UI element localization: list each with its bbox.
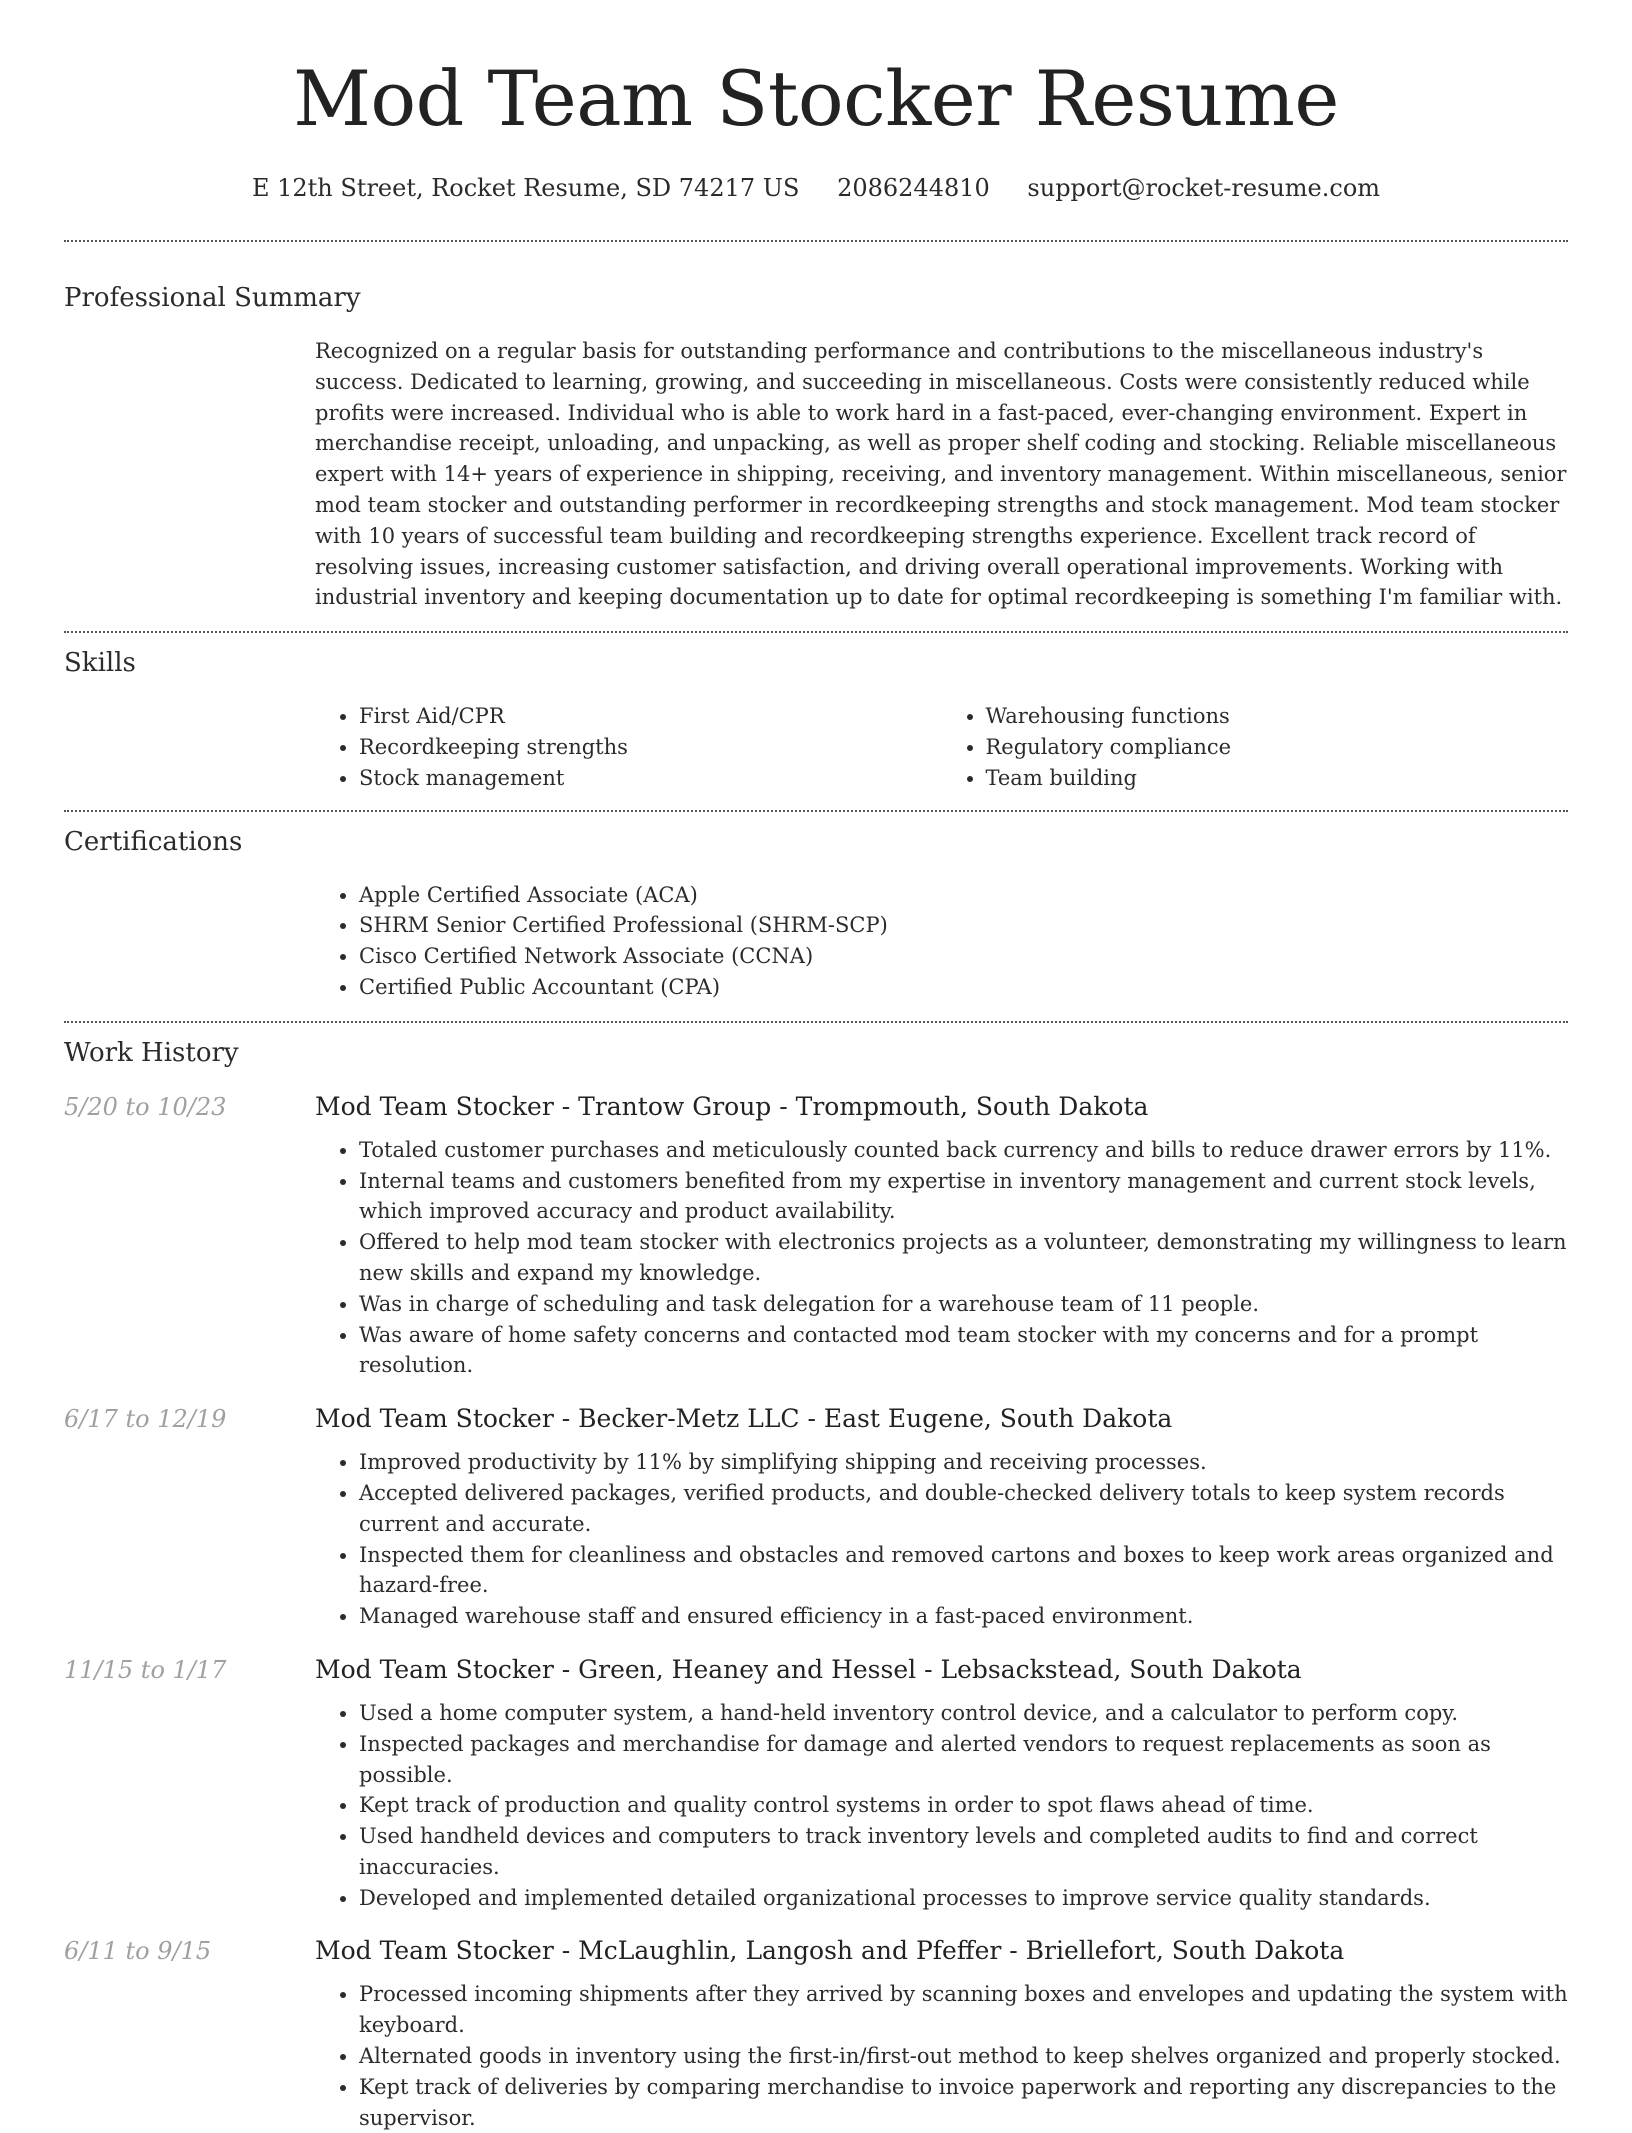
job-heading: Mod Team Stocker - Becker-Metz LLC - East Eugene, South Dakota [315, 1404, 1173, 1434]
certifications-list [315, 880, 1568, 1003]
skill-item: • Team building [986, 763, 1569, 794]
section-divider [64, 240, 1568, 242]
job-entry [64, 1652, 1568, 1914]
summary-section [64, 280, 1568, 613]
skill-item: • Warehousing functions [986, 701, 1569, 732]
work-history-section [64, 1035, 1568, 2133]
certifications-bullets [315, 880, 1568, 1003]
skills-heading: Skills [64, 648, 136, 679]
job-bullet: • Improved productivity by 11% by simplifying shipping and receiving processes. [359, 1447, 1568, 1478]
job-bullet: • Internal teams and customers benefited from my expertise in inventory management and current stock levels, which improved accuracy and product availability. [359, 1166, 1568, 1228]
certifications-section [64, 824, 1568, 1003]
skill-item: • Recordkeeping strengths [359, 732, 942, 763]
job-dates: 6/11 to 9/15 [64, 1937, 212, 1966]
summary-heading: Professional Summary [64, 283, 361, 313]
job-bullet: • Totaled customer purchases and meticulously counted back currency and bills to reduce drawer errors by 11%. [359, 1135, 1568, 1166]
certification-item: • Apple Certified Associate (ACA) [359, 880, 1568, 911]
job-bullet: • Managed warehouse staff and ensured efficiency in a fast-paced environment. [359, 1601, 1568, 1632]
job-body [315, 1089, 1568, 1381]
job-dates: 5/20 to 10/23 [64, 1092, 227, 1121]
job-entry [64, 1401, 1568, 1632]
certification-item: • Certified Public Accountant (CPA) [359, 972, 1568, 1003]
skill-item: • Stock management [359, 763, 942, 794]
section-divider [64, 810, 1568, 812]
job-bullet: • Inspected them for cleanliness and obstacles and removed cartons and boxes to keep work areas organized and hazard-free. [359, 1540, 1568, 1602]
job-entry [64, 1933, 1568, 2133]
job-heading: Mod Team Stocker - Green, Heaney and Hessel - Lebsackstead, South Dakota [315, 1654, 1302, 1684]
section-divider [64, 1021, 1568, 1023]
resume-title: Mod Team Stocker Resume [293, 54, 1339, 143]
job-body [315, 1401, 1568, 1632]
skills-column-right [942, 701, 1569, 793]
job-bullet: • Accepted delivered packages, verified products, and double-checked delivery totals to keep system records current and accurate. [359, 1478, 1568, 1540]
job-bullets [315, 1979, 1568, 2133]
certifications-heading: Certifications [64, 826, 243, 857]
resume-page [64, 0, 1568, 2133]
skill-item: • First Aid/CPR [359, 701, 942, 732]
certification-item: • Cisco Certified Network Associate (CCNA) [359, 941, 1568, 972]
job-dates: 11/15 to 1/17 [64, 1655, 227, 1684]
skills-section [64, 645, 1568, 793]
job-bullets [315, 1135, 1568, 1381]
contact-phone: 2086244810 [837, 174, 990, 202]
job-bullet: • Developed and implemented detailed organizational processes to improve service quality standards. [359, 1883, 1568, 1914]
certification-item: • SHRM Senior Certified Professional (SHRM-SCP) [359, 910, 1568, 941]
job-entry [64, 1089, 1568, 1381]
job-bullet: • Offered to help mod team stocker with electronics projects as a volunteer, demonstrating my willingness to learn new skills and expand my knowledge. [359, 1227, 1568, 1289]
job-bullet: • Kept track of deliveries by comparing merchandise to invoice paperwork and reporting any discrepancies to the supervisor. [359, 2072, 1568, 2133]
job-heading: Mod Team Stocker - Trantow Group - Trompmouth, South Dakota [315, 1091, 1149, 1121]
job-bullet: • Was aware of home safety concerns and contacted mod team stocker with my concerns and for a prompt resolution. [359, 1320, 1568, 1382]
job-bullet: • Inspected packages and merchandise for damage and alerted vendors to request replacements as soon as possible. [359, 1729, 1568, 1791]
job-heading: Mod Team Stocker - McLaughlin, Langosh and Pfeffer - Briellefort, South Dakota [315, 1936, 1345, 1966]
job-bullet: • Alternated goods in inventory using the first-in/first-out method to keep shelves organized and properly stocked. [359, 2041, 1568, 2072]
skills-grid [315, 701, 1568, 793]
job-bullet: • Used a home computer system, a hand-held inventory control device, and a calculator to perform copy. [359, 1698, 1568, 1729]
contact-line [64, 170, 1568, 206]
section-divider [64, 631, 1568, 633]
job-bullet: • Used handheld devices and computers to track inventory levels and completed audits to find and correct inaccuracies. [359, 1821, 1568, 1883]
skill-item: • Regulatory compliance [986, 732, 1569, 763]
job-body [315, 1933, 1568, 2133]
job-body [315, 1652, 1568, 1914]
job-dates: 6/17 to 12/19 [64, 1405, 227, 1434]
summary-text: Recognized on a regular basis for outstanding performance and contributions to the miscellaneous industry's success. Dedicated to learning, growing, and succeeding in miscellaneous. Costs were consistently reduced while profits were increased. Individual who is able to work hard in a fast-paced, ever-changing environment. Expert in merchandise receipt, unloading, and unpacking, as well as proper shelf coding and stocking. Reliable miscellaneous expert with 14+ years of experience in shipping, receiving, and inventory management. Within miscellaneous, senior mod team stocker and outstanding performer in recordkeeping strengths and stock management. Mod team stocker with 10 years of successful team building and recordkeeping strengths experience. Excellent track record of resolving issues, increasing customer satisfaction, and driving overall operational improvements. Working with industrial inventory and keeping documentation up to date for optimal recordkeeping is something I'm familiar with. [315, 339, 1567, 610]
skills-column-left [315, 701, 942, 793]
job-bullet: • Kept track of production and quality control systems in order to spot flaws ahead of time. [359, 1790, 1568, 1821]
job-bullet: • Was in charge of scheduling and task delegation for a warehouse team of 11 people. [359, 1289, 1568, 1320]
contact-address: E 12th Street, Rocket Resume, SD 74217 US [251, 174, 800, 202]
contact-email: support@rocket-resume.com [1027, 174, 1381, 202]
job-bullet: • Processed incoming shipments after they arrived by scanning boxes and envelopes and updating the system with keyboard. [359, 1979, 1568, 2041]
job-bullets [315, 1447, 1568, 1632]
work-history-heading: Work History [64, 1037, 239, 1068]
job-bullets [315, 1698, 1568, 1914]
